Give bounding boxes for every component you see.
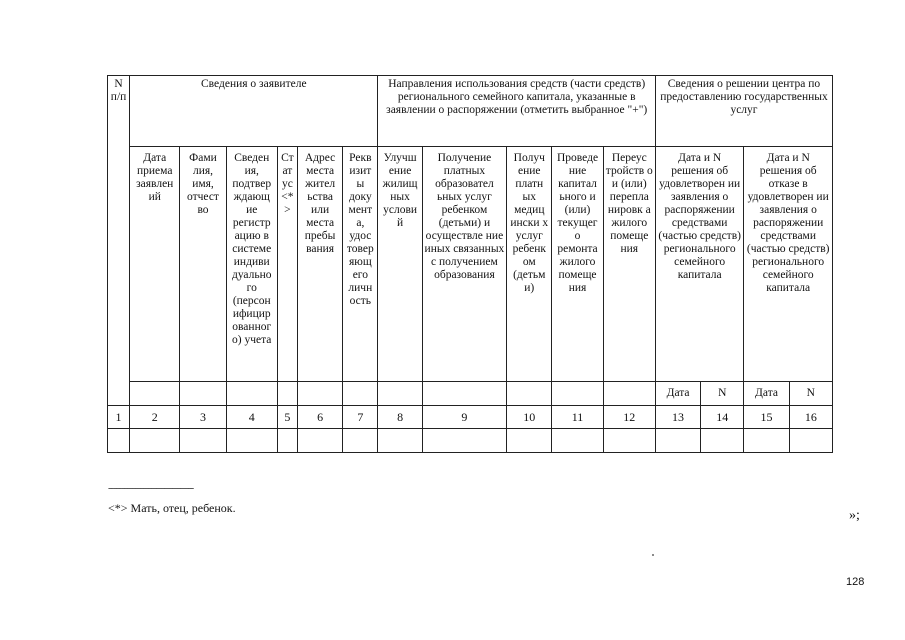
data-cell [603, 429, 655, 453]
column-number: 16 [789, 405, 832, 429]
data-cell [297, 429, 342, 453]
column-number: 2 [130, 405, 180, 429]
refusal-date-header: Дата [744, 382, 789, 406]
header-center-decision: Сведения о решении центра по предоставлению государственных услуг [655, 76, 832, 147]
column-number: 10 [507, 405, 552, 429]
column-number: 13 [655, 405, 700, 429]
column-number: 12 [603, 405, 655, 429]
page-number: 128 [846, 576, 865, 588]
column-number: 6 [297, 405, 342, 429]
empty-cell [343, 382, 378, 406]
data-cell [744, 429, 789, 453]
col-application-date: Дата приема заявлен ий [130, 146, 180, 382]
empty-cell [552, 382, 603, 406]
column-number: 7 [343, 405, 378, 429]
empty-cell [297, 382, 342, 406]
empty-cell [180, 382, 226, 406]
col-approval-decision: Дата и N решения об удовлетворен ии заявления о распоряжении средствами (частью средств) регионального семейного капитала [655, 146, 743, 382]
col-education-services: Получение платных образовател ьных услуг ребенком (детьми) и осуществле ние иных связанных с получением образования [422, 146, 506, 382]
footnote-separator: -------------------------------- [108, 482, 194, 494]
empty-cell [378, 382, 422, 406]
data-cell [655, 429, 700, 453]
closing-quote: »; [849, 508, 860, 523]
data-cell [789, 429, 832, 453]
data-cell [378, 429, 422, 453]
col-full-name: Фами лия, имя, отчест во [180, 146, 226, 382]
column-number: 4 [226, 405, 277, 429]
data-cell [422, 429, 506, 453]
column-number: 11 [552, 405, 603, 429]
empty-cell [422, 382, 506, 406]
data-cell [226, 429, 277, 453]
col-refusal-decision: Дата и N решения об отказе в удовлетворен ии заявления о распоряжении средствами (частью средств) регионального семейного капитала [744, 146, 833, 382]
data-cell [180, 429, 226, 453]
approval-date-header: Дата [655, 382, 700, 406]
empty-cell [277, 382, 297, 406]
col-medical-services: Получ ение платн ых медиц ински х услуг ребенк ом (детьм и) [507, 146, 552, 382]
data-cell [277, 429, 297, 453]
column-number: 15 [744, 405, 789, 429]
header-row-number: N п/п [108, 76, 130, 406]
column-number: 5 [277, 405, 297, 429]
data-cell [343, 429, 378, 453]
col-housing-repair: Проведе ние капитал ьного и (или) текущег о ремонта жилого помеще ния [552, 146, 603, 382]
column-number: 3 [180, 405, 226, 429]
col-registration-info: Сведен ия, подтвер ждающ ие регистр ацию в системе индиви дуально го (персон ифицир ованног о) учета [226, 146, 277, 382]
col-housing-reconstruction: Переус тройств о и (или) перепла нировк а жилого помеще ния [603, 146, 655, 382]
data-cell [130, 429, 180, 453]
empty-cell [507, 382, 552, 406]
col-identity-document: Рекв изит ы доку мент а, удос товер яющ его личн ость [343, 146, 378, 382]
scan-speck [652, 554, 654, 556]
col-housing-improvement: Улучш ение жилищ ных услови й [378, 146, 422, 382]
column-number: 8 [378, 405, 422, 429]
empty-cell [226, 382, 277, 406]
data-cell [507, 429, 552, 453]
col-status: Ст ат ус <* > [277, 146, 297, 382]
header-applicant-info: Сведения о заявителе [130, 76, 378, 147]
refusal-number-header: N [789, 382, 832, 406]
registry-table [107, 75, 833, 453]
approval-number-header: N [701, 382, 744, 406]
footnote-text: <*> Мать, отец, ребенок. [108, 501, 236, 515]
header-fund-directions: Направления использования средств (части средств) регионального семейного капитала, указанные в заявлении о распоряжении (отметить выбранное "+") [378, 76, 655, 147]
data-cell [701, 429, 744, 453]
empty-cell [603, 382, 655, 406]
column-number: 9 [422, 405, 506, 429]
column-number: 1 [108, 405, 130, 429]
empty-cell [130, 382, 180, 406]
data-cell [108, 429, 130, 453]
column-number: 14 [701, 405, 744, 429]
col-address: Адрес места жител ьства или места пребы вания [297, 146, 342, 382]
data-cell [552, 429, 603, 453]
